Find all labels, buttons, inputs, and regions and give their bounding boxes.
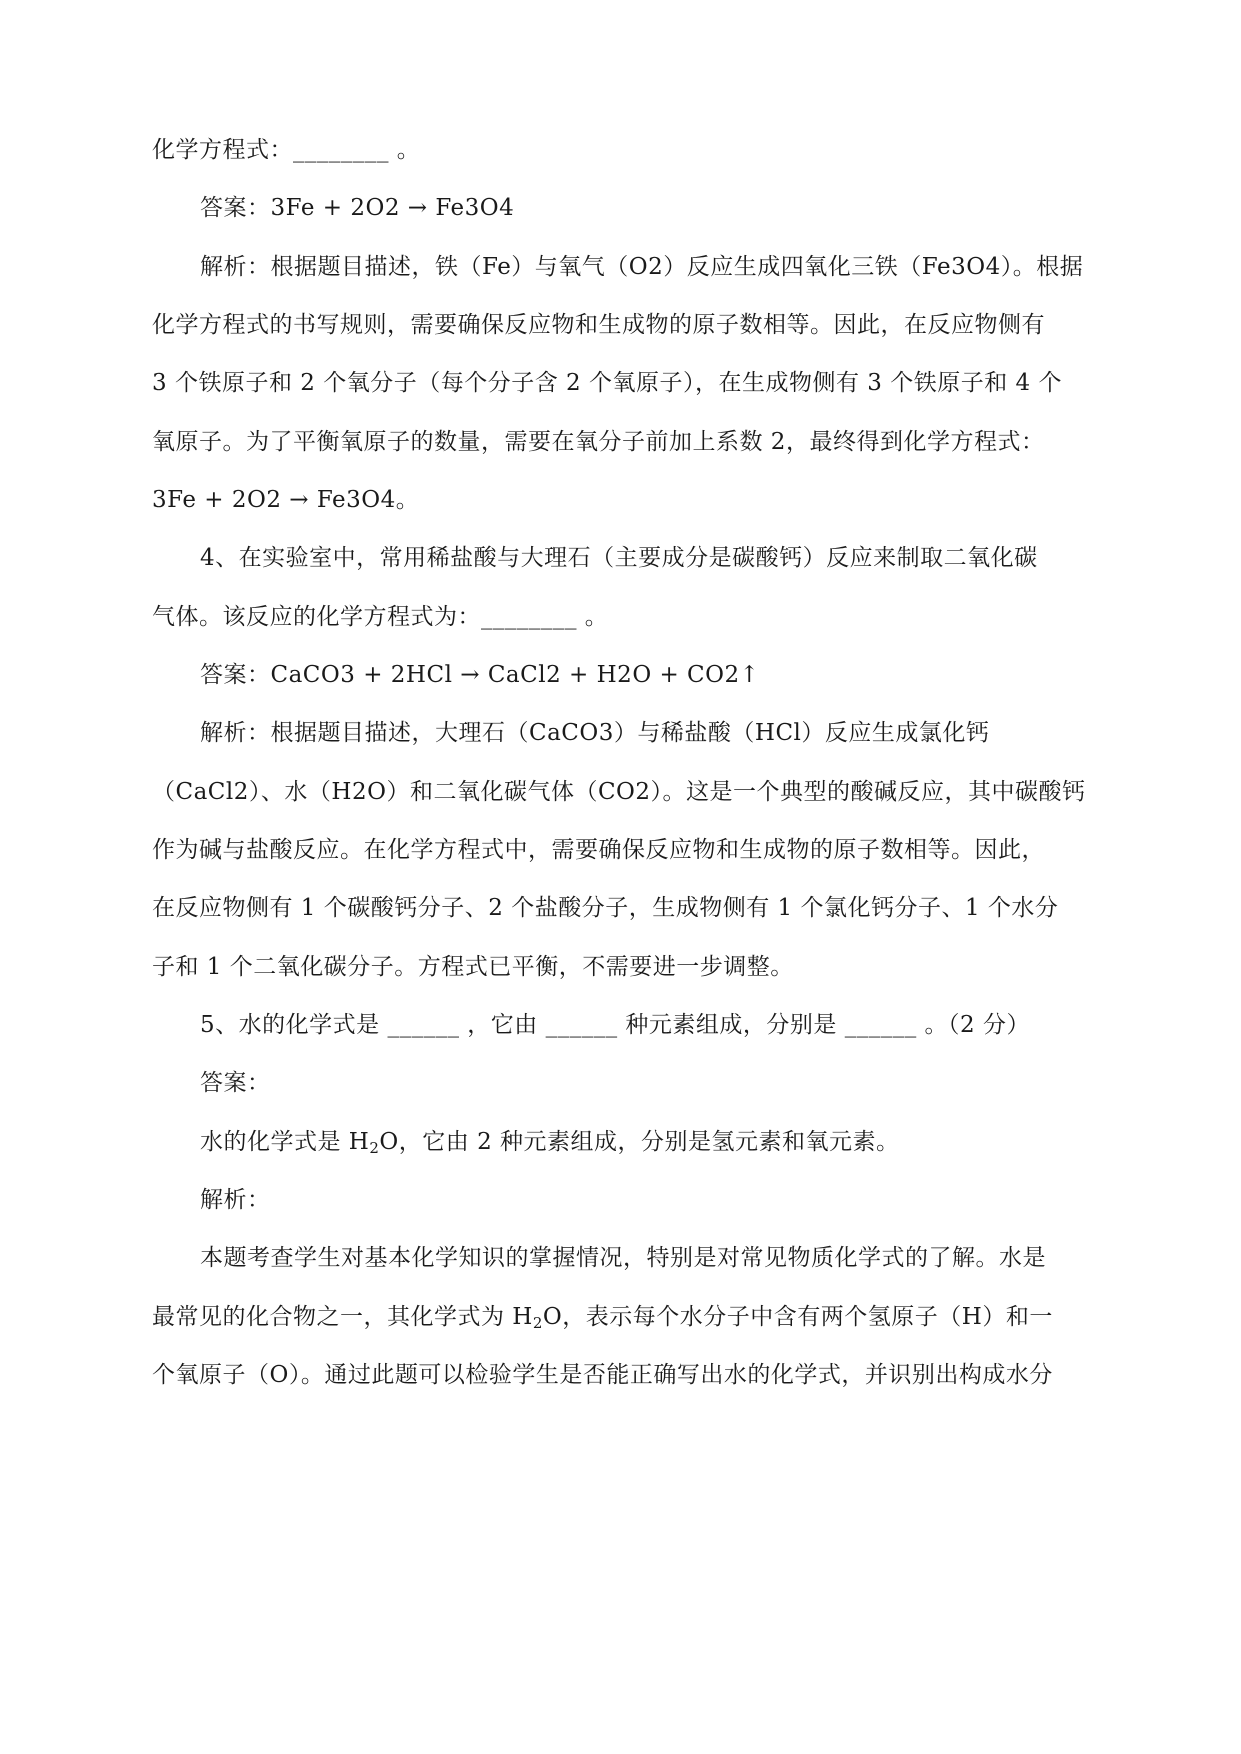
analysis-3-line-1: 解析：根据题目描述，铁（Fe）与氧气（O2）反应生成四氧化三铁（Fe3O4）。根据 (200, 254, 1084, 280)
analysis-3-line-4: 氧原子。为了平衡氧原子的数量，需要在氧分子前加上系数 2，最终得到化学方程式： (152, 429, 1045, 455)
analysis-5-line-2 (152, 1301, 1112, 1333)
answer-5-before: 水的化学式是 H (200, 1129, 370, 1155)
answer-5-label: 答案： (200, 1070, 271, 1096)
answer-5-subscript: 2 (369, 1139, 380, 1157)
analysis-4-line-3: 作为碱与盐酸反应。在化学方程式中，需要确保反应物和生成物的原子数相等。因此， (152, 837, 1045, 863)
analysis-5-label: 解析： (200, 1187, 271, 1213)
analysis-5-line-2-after: O，表示每个水分子中含有两个氢原子（H）和一 (542, 1304, 1053, 1330)
analysis-3-line-3: 3 个铁原子和 2 个氧分子（每个分子含 2 个氧原子），在生成物侧有 3 个铁原子和 4 个 (152, 370, 1062, 396)
analysis-5-line-1: 本题考查学生对基本化学知识的掌握情况，特别是对常见物质化学式的了解。水是 (200, 1245, 1046, 1271)
analysis-3-line-2: 化学方程式的书写规则，需要确保反应物和生成物的原子数相等。因此，在反应物侧有 (152, 312, 1045, 338)
analysis-3-line-5: 3Fe + 2O2 → Fe3O4。 (152, 487, 420, 513)
answer-3: 答案：3Fe + 2O2 → Fe3O4 (200, 195, 515, 221)
answer-5-after: O，它由 2 种元素组成，分别是氢元素和氧元素。 (379, 1129, 900, 1155)
question-5: 5、水的化学式是 ______ ，它由 ______ 种元素组成，分别是 ______ 。（2 分） (200, 1012, 1030, 1038)
analysis-5-line-3: 个氧原子（O）。通过此题可以检验学生是否能正确写出水的化学式，并识别出构成水分 (152, 1362, 1053, 1388)
analysis-5-line-2-before: 最常见的化合物之一，其化学式为 H (152, 1304, 533, 1330)
analysis-4-line-4: 在反应物侧有 1 个碳酸钙分子、2 个盐酸分子，生成物侧有 1 个氯化钙分子、1 个水分 (152, 895, 1059, 921)
answer-4: 答案：CaCO3 + 2HCl → CaCl2 + H2O + CO2↑ (200, 662, 760, 688)
analysis-4-line-2: （CaCl2）、水（H2O）和二氧化碳气体（CO2）。这是一个典型的酸碱反应，其中碳酸钙 (152, 779, 1086, 805)
answer-5-text (200, 1126, 1160, 1158)
text-line-1: 化学方程式：________ 。 (152, 137, 421, 163)
analysis-5-line-2-subscript: 2 (532, 1314, 543, 1332)
question-4-line-1: 4、在实验室中，常用稀盐酸与大理石（主要成分是碳酸钙）反应来制取二氧化碳 (200, 545, 1038, 571)
analysis-4-line-1: 解析：根据题目描述，大理石（CaCO3）与稀盐酸（HCl）反应生成氯化钙 (200, 720, 990, 746)
question-4-line-2: 气体。该反应的化学方程式为：________ 。 (152, 604, 609, 630)
analysis-4-line-5: 子和 1 个二氧化碳分子。方程式已平衡，不需要进一步调整。 (152, 954, 794, 980)
